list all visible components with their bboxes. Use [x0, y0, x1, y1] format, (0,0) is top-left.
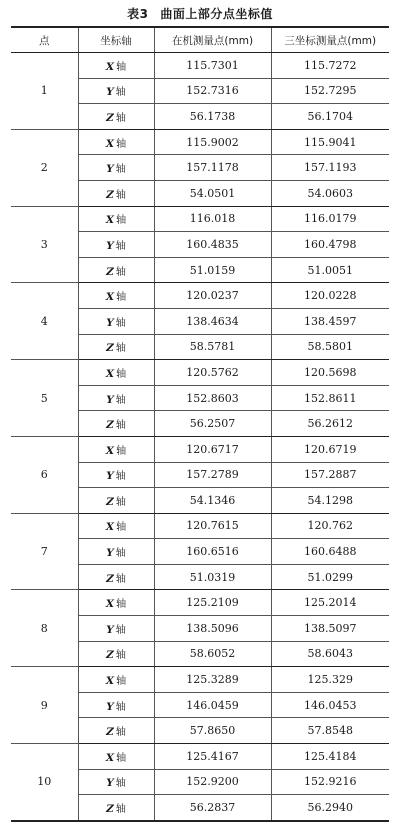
cmm-value: 56.2612 — [271, 411, 389, 437]
point-number: 5 — [11, 360, 78, 437]
axis-cell — [78, 616, 154, 642]
axis-cell — [78, 744, 154, 770]
machine-value: 160.6516 — [154, 539, 271, 565]
cmm-value: 160.4798 — [271, 232, 389, 258]
machine-value: 57.8650 — [154, 718, 271, 744]
cmm-value: 146.0453 — [271, 692, 389, 718]
machine-value: 152.9200 — [154, 769, 271, 795]
axis-suffix: 轴 — [116, 522, 127, 534]
axis-letter: X — [105, 521, 115, 534]
axis-letter: Z — [106, 265, 114, 278]
axis-cell — [78, 232, 154, 258]
machine-value: 56.2837 — [154, 795, 271, 821]
machine-value: 51.0319 — [154, 564, 271, 590]
axis-suffix: 轴 — [115, 317, 126, 329]
machine-value: 56.2507 — [154, 411, 271, 437]
axis-suffix: 轴 — [116, 752, 127, 764]
cmm-value: 152.9216 — [271, 769, 389, 795]
axis-suffix: 轴 — [115, 420, 126, 432]
axis-letter: X — [105, 444, 115, 457]
axis-suffix: 轴 — [115, 164, 126, 176]
axis-suffix: 轴 — [115, 573, 126, 585]
cmm-value: 125.4184 — [271, 744, 389, 770]
axis-letter: X — [105, 214, 115, 227]
axis-cell — [78, 257, 154, 283]
machine-value: 120.5762 — [154, 360, 271, 386]
axis-letter: Z — [106, 726, 114, 739]
point-number: 7 — [11, 513, 78, 590]
axis-letter: Z — [106, 572, 114, 585]
cmm-value: 58.6043 — [271, 641, 389, 667]
axis-suffix: 轴 — [116, 599, 127, 611]
axis-suffix: 轴 — [115, 548, 126, 560]
axis-cell — [78, 206, 154, 232]
axis-suffix: 轴 — [116, 61, 127, 73]
table-title: 曲面上部分点坐标值 — [160, 7, 273, 21]
cmm-value: 125.329 — [271, 667, 389, 693]
header-row — [11, 27, 389, 53]
axis-cell — [78, 283, 154, 309]
cmm-value: 120.0228 — [271, 283, 389, 309]
axis-suffix: 轴 — [115, 471, 126, 483]
axis-letter: Y — [106, 163, 114, 176]
machine-value: 54.0501 — [154, 180, 271, 206]
axis-letter: Z — [106, 342, 114, 355]
header-machine-measurement: 在机测量点(mm) — [154, 27, 271, 53]
point-number: 1 — [11, 53, 78, 130]
cmm-value: 56.1704 — [271, 104, 389, 130]
axis-suffix: 轴 — [115, 394, 126, 406]
cmm-value: 120.6719 — [271, 436, 389, 462]
cmm-value: 57.8548 — [271, 718, 389, 744]
axis-suffix: 轴 — [115, 727, 126, 739]
cmm-value: 54.1298 — [271, 488, 389, 514]
axis-letter: Y — [106, 547, 114, 560]
machine-value: 138.4634 — [154, 308, 271, 334]
axis-letter: Z — [106, 803, 114, 816]
axis-letter: X — [105, 291, 115, 304]
axis-suffix: 轴 — [115, 804, 126, 816]
cmm-value: 160.6488 — [271, 539, 389, 565]
axis-suffix: 轴 — [115, 266, 126, 278]
point-number: 3 — [11, 206, 78, 283]
machine-value: 58.5781 — [154, 334, 271, 360]
axis-cell — [78, 692, 154, 718]
axis-suffix: 轴 — [115, 87, 126, 99]
machine-value: 51.0159 — [154, 257, 271, 283]
cmm-value: 51.0051 — [271, 257, 389, 283]
table-row — [11, 744, 389, 770]
header-point: 点 — [11, 27, 78, 53]
axis-suffix: 轴 — [116, 292, 127, 304]
table-row — [11, 283, 389, 309]
axis-letter: Z — [106, 419, 114, 432]
table-row — [11, 436, 389, 462]
axis-cell — [78, 718, 154, 744]
axis-cell — [78, 155, 154, 181]
axis-letter: X — [105, 675, 115, 688]
axis-suffix: 轴 — [116, 445, 127, 457]
axis-suffix: 轴 — [116, 368, 127, 380]
axis-letter: Z — [106, 495, 114, 508]
point-number: 4 — [11, 283, 78, 360]
cmm-value: 115.9041 — [271, 129, 389, 155]
axis-cell — [78, 795, 154, 821]
machine-value: 115.7301 — [154, 53, 271, 79]
axis-suffix: 轴 — [115, 778, 126, 790]
cmm-value: 138.4597 — [271, 308, 389, 334]
axis-letter: Y — [106, 777, 114, 790]
axis-cell — [78, 78, 154, 104]
machine-value: 58.6052 — [154, 641, 271, 667]
axis-letter: Z — [106, 188, 114, 201]
axis-cell — [78, 104, 154, 130]
axis-letter: X — [105, 598, 115, 611]
machine-value: 125.3289 — [154, 667, 271, 693]
axis-letter: X — [105, 137, 115, 150]
axis-cell — [78, 385, 154, 411]
cmm-value: 54.0603 — [271, 180, 389, 206]
cmm-value: 152.8611 — [271, 385, 389, 411]
axis-cell — [78, 180, 154, 206]
axis-cell — [78, 53, 154, 79]
axis-cell — [78, 462, 154, 488]
table-caption — [11, 4, 389, 26]
machine-value: 157.1178 — [154, 155, 271, 181]
axis-suffix: 轴 — [116, 676, 127, 688]
cmm-value: 125.2014 — [271, 590, 389, 616]
point-number: 2 — [11, 129, 78, 206]
table-body — [11, 53, 389, 821]
axis-cell — [78, 513, 154, 539]
axis-cell — [78, 539, 154, 565]
axis-cell — [78, 308, 154, 334]
axis-suffix: 轴 — [115, 701, 126, 713]
axis-suffix: 轴 — [115, 189, 126, 201]
machine-value: 152.8603 — [154, 385, 271, 411]
machine-value: 146.0459 — [154, 692, 271, 718]
axis-letter: Y — [106, 393, 114, 406]
cmm-value: 58.5801 — [271, 334, 389, 360]
cmm-value: 116.0179 — [271, 206, 389, 232]
table-row — [11, 360, 389, 386]
machine-value: 125.2109 — [154, 590, 271, 616]
header-axis: 坐标轴 — [78, 27, 154, 53]
machine-value: 152.7316 — [154, 78, 271, 104]
axis-letter: Y — [106, 316, 114, 329]
header-cmm-measurement: 三坐标测量点(mm) — [271, 27, 389, 53]
machine-value: 116.018 — [154, 206, 271, 232]
axis-suffix: 轴 — [115, 650, 126, 662]
point-number: 6 — [11, 436, 78, 513]
cmm-value: 120.762 — [271, 513, 389, 539]
cmm-value: 157.1193 — [271, 155, 389, 181]
axis-suffix: 轴 — [115, 624, 126, 636]
machine-value: 120.6717 — [154, 436, 271, 462]
axis-cell — [78, 360, 154, 386]
machine-value: 54.1346 — [154, 488, 271, 514]
cmm-value: 138.5097 — [271, 616, 389, 642]
machine-value: 56.1738 — [154, 104, 271, 130]
table-row — [11, 513, 389, 539]
axis-suffix: 轴 — [116, 138, 127, 150]
machine-value: 120.0237 — [154, 283, 271, 309]
cmm-value: 51.0299 — [271, 564, 389, 590]
axis-cell — [78, 411, 154, 437]
table-row — [11, 53, 389, 79]
axis-suffix: 轴 — [115, 112, 126, 124]
axis-cell — [78, 769, 154, 795]
table-row — [11, 206, 389, 232]
axis-letter: Y — [106, 700, 114, 713]
machine-value: 157.2789 — [154, 462, 271, 488]
cmm-value: 56.2940 — [307, 801, 353, 815]
axis-cell — [78, 436, 154, 462]
axis-letter: Y — [106, 623, 114, 636]
axis-letter: Y — [106, 470, 114, 483]
axis-cell — [78, 334, 154, 360]
axis-letter: X — [105, 367, 115, 380]
axis-cell — [78, 129, 154, 155]
axis-cell — [78, 667, 154, 693]
axis-cell — [78, 488, 154, 514]
axis-suffix: 轴 — [115, 343, 126, 355]
cmm-value: 157.2887 — [271, 462, 389, 488]
axis-suffix: 轴 — [116, 215, 127, 227]
point-number: 8 — [11, 590, 78, 667]
axis-cell — [78, 590, 154, 616]
cmm-value: 152.7295 — [271, 78, 389, 104]
machine-value: 160.4835 — [154, 232, 271, 258]
point-number: 9 — [11, 667, 78, 744]
axis-suffix: 轴 — [115, 240, 126, 252]
point-number: 10 — [11, 744, 78, 821]
axis-letter: Z — [106, 111, 114, 124]
axis-letter: Z — [106, 649, 114, 662]
machine-value: 125.4167 — [154, 744, 271, 770]
cmm-value: 115.7272 — [271, 53, 389, 79]
axis-suffix: 轴 — [115, 496, 126, 508]
table-number: 表3 — [127, 7, 149, 21]
coordinate-table — [11, 26, 389, 822]
machine-value: 115.9002 — [154, 129, 271, 155]
machine-value: 120.7615 — [154, 513, 271, 539]
axis-letter: Y — [106, 239, 114, 252]
table-row — [11, 590, 389, 616]
table-row — [11, 129, 389, 155]
axis-letter: X — [105, 751, 115, 764]
axis-cell — [78, 564, 154, 590]
table-row — [11, 667, 389, 693]
machine-value: 138.5096 — [154, 616, 271, 642]
axis-cell — [78, 641, 154, 667]
axis-letter: Y — [106, 86, 114, 99]
cmm-value: 120.5698 — [271, 360, 389, 386]
axis-letter: X — [105, 60, 115, 73]
